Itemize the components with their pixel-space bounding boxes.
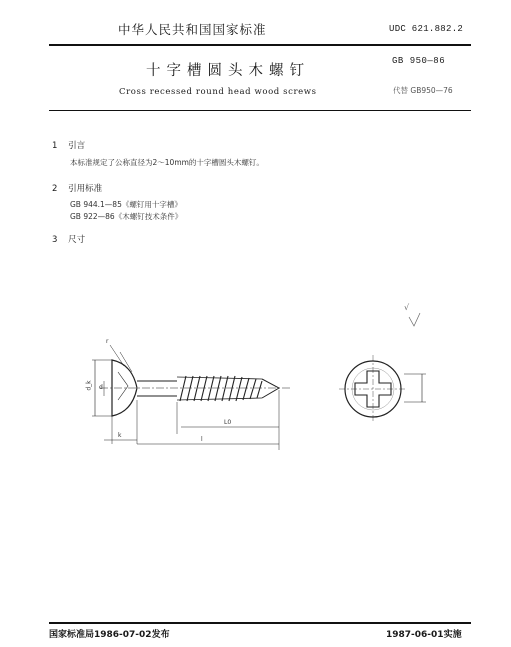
udc-code: UDC 621.882.2 bbox=[389, 24, 464, 34]
section-title: 引言 bbox=[68, 141, 86, 151]
document-title-cn: 十字槽圆头木螺钉 bbox=[146, 63, 310, 79]
replaces-standard: 代替 GB950—76 bbox=[393, 86, 453, 95]
section-number: 1 bbox=[52, 141, 58, 151]
section-title: 引用标准 bbox=[68, 184, 103, 194]
reference-standard-line: GB 922—86《木螺钉技术条件》 bbox=[70, 212, 183, 221]
label-head-diameter: d_k bbox=[85, 380, 93, 391]
label-thread-length: L0 bbox=[224, 419, 232, 426]
section-1-text: 本标准规定了公称直径为2～10mm的十字槽圆头木螺钉。 bbox=[70, 158, 264, 167]
label-radius: r bbox=[106, 338, 109, 345]
reference-standard-line: GB 944.1—85《螺钉用十字槽》 bbox=[70, 200, 182, 209]
document-title-en: Cross recessed round head wood screws bbox=[119, 87, 317, 97]
section-number: 3 bbox=[52, 235, 58, 245]
section-title: 尺寸 bbox=[68, 235, 86, 245]
label-diameter: d bbox=[99, 384, 103, 391]
issue-date: 国家标准局1986-07-02发布 bbox=[49, 630, 170, 640]
effective-date: 1987-06-01实施 bbox=[386, 630, 462, 640]
issuing-country-standard: 中华人民共和国国家标准 bbox=[118, 22, 267, 37]
standard-number: GB 950—86 bbox=[392, 56, 446, 66]
surface-roughness-symbol: √ bbox=[404, 303, 410, 312]
label-head-height: k bbox=[118, 432, 122, 439]
label-length: l bbox=[201, 436, 203, 443]
footer-rule bbox=[49, 622, 471, 624]
section-number: 2 bbox=[52, 184, 58, 194]
